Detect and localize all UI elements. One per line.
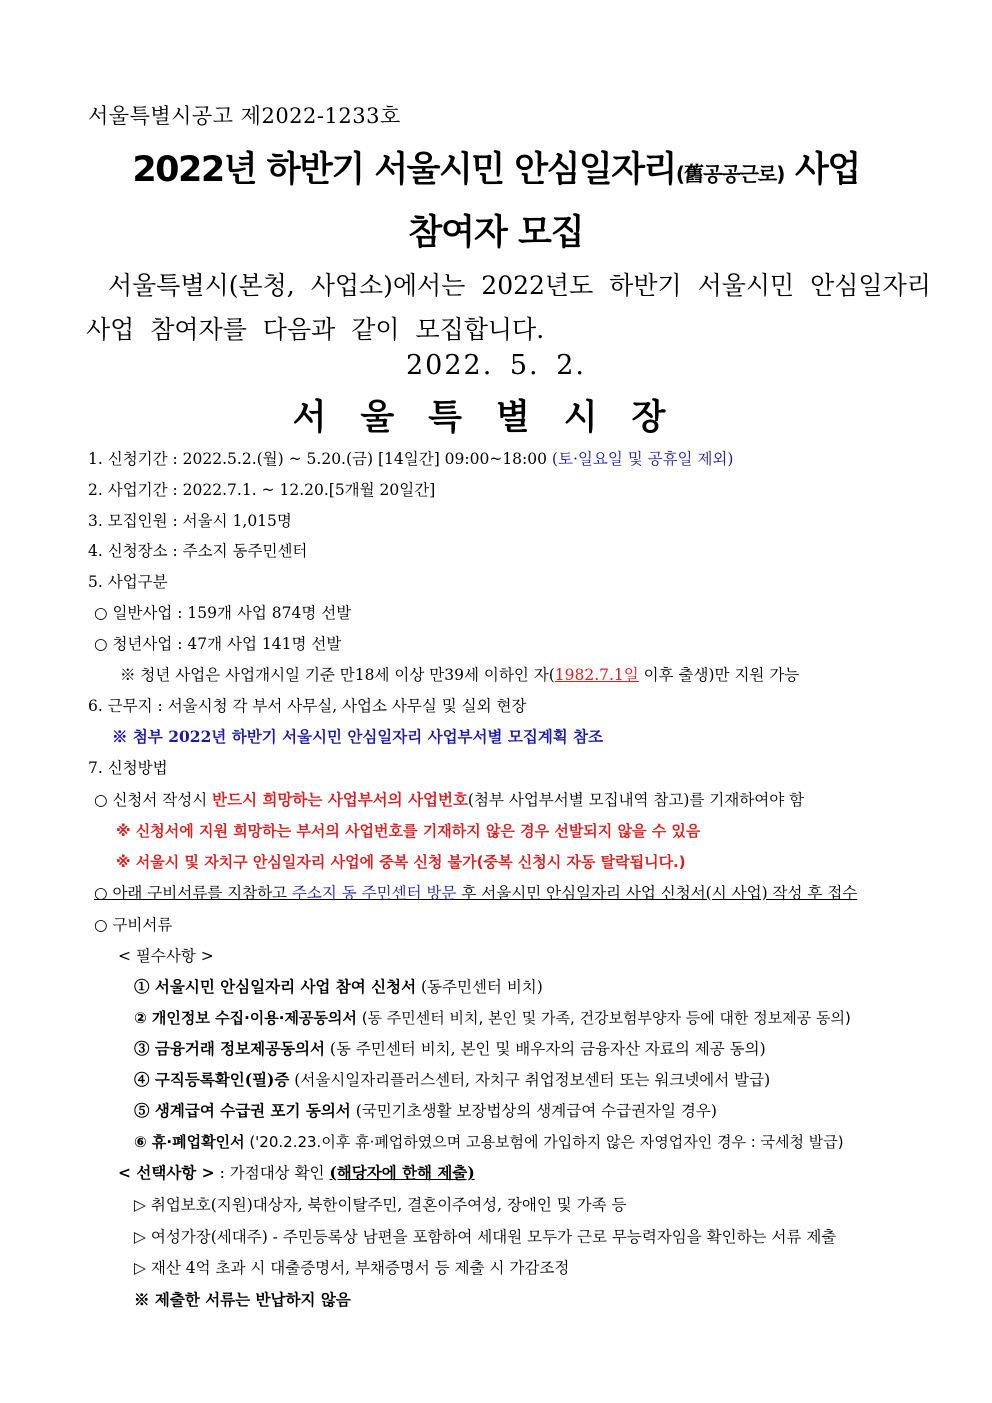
item-application-method: 7. 신청방법 <box>88 759 168 777</box>
doc-2-note: (동 주민센터 비치, 본인 및 가족, 건강보험부양자 등에 대한 정보제공 동의) <box>356 1009 851 1027</box>
issuer-name: 서울특별시장 <box>292 398 700 438</box>
intro-paragraph <box>86 264 931 352</box>
workplace-note: ※ 첨부 2022년 하반기 서울시민 안심일자리 사업부서별 모집계획 참조 <box>112 727 604 746</box>
doc-item-1 <box>134 977 543 997</box>
optional-condition: (해당자에 한해 제출) <box>329 1163 475 1182</box>
page-title-line2: 참여자 모집 <box>408 213 584 253</box>
required-documents-heading: ○ 구비서류 <box>94 916 173 934</box>
visit-text-a: ○ 아래 구비서류를 지참하고 <box>94 884 292 902</box>
title-subtitle-old-name: (舊공공근로) <box>675 162 785 186</box>
intro-line-1: 서울특별시(본청, 사업소)에서는 2022년도 하반기 서울시민 안심일자리 <box>108 271 931 300</box>
method-business-number-emphasis: 반드시 희망하는 사업부서의 사업번호 <box>212 790 468 809</box>
item-workplace: 6. 근무지 : 서울시청 각 부서 사무실, 사업소 사무실 및 실외 현장 <box>88 697 527 715</box>
doc-5-note: (국민기초생활 보장법상의 생계급여 수급권자일 경우) <box>350 1102 717 1120</box>
youth-project: ○ 청년사업 : 47개 사업 141명 선발 <box>94 635 342 653</box>
notice-date: 2022. 5. 2. <box>406 350 586 381</box>
doc-2-name: ② 개인정보 수집·이용·제공동의서 <box>134 1009 357 1027</box>
method-visit-center <box>94 883 857 903</box>
optional-item-3: ▷ 재산 4억 초과 시 대출증명서, 부채증명서 등 제출 시 가감조정 <box>134 1259 570 1277</box>
item-application-period <box>88 449 733 469</box>
title-main-b: 사업 <box>784 150 860 190</box>
general-project: ○ 일반사업 : 159개 사업 874명 선발 <box>94 604 352 622</box>
doc-1-name: ① 서울시민 안심일자리 사업 참여 신청서 <box>134 977 417 996</box>
doc-4-name: ④ 구직등록확인(필)증 <box>134 1070 290 1089</box>
doc-6-note: ('20.2.23.이후 휴·폐업하였으며 고용보험에 가입하지 않은 자영업자인 경우 : 국세청 발급) <box>244 1133 844 1151</box>
doc-6-name: ⑥ 휴·폐업확인서 <box>134 1133 245 1151</box>
youth-note-end: 이후 출생)만 지원 가능 <box>638 666 800 684</box>
youth-note-text: ※ 청년 사업은 사업개시일 기준 만18세 이상 만39세 이하인 자( <box>120 666 555 684</box>
method-text-b: (첨부 사업부서별 모집내역 참고)를 기재하여야 함 <box>467 791 805 809</box>
item-recruit-count: 3. 모집인원 : 서울시 1,015명 <box>88 512 292 530</box>
item-project-period: 2. 사업기간 : 2022.7.1. ~ 12.20.[5개월 20일간] <box>88 481 436 499</box>
application-period-text: 1. 신청기간 : 2022.5.2.(월) ~ 5.20.(금) [14일간] 09:00~18:00 <box>88 450 552 468</box>
item-project-category: 5. 사업구분 <box>88 573 168 591</box>
optional-section <box>118 1163 475 1183</box>
doc-item-4 <box>134 1070 770 1090</box>
application-period-exclusion: (토·일요일 및 공휴일 제외) <box>551 450 734 468</box>
page-title <box>0 142 992 192</box>
optional-item-1: ▷ 취업보호(지원)대상자, 북한이탈주민, 결혼이주여성, 장애인 및 가족 등 <box>134 1196 627 1214</box>
required-section-header: < 필수사항 > <box>118 947 214 965</box>
title-main-a: 2022년 하반기 서울시민 안심일자리 <box>132 150 676 190</box>
optional-section-header: < 선택사항 > <box>118 1163 215 1182</box>
youth-age-note <box>120 665 799 685</box>
optional-item-2: ▷ 여성가장(세대주) - 주민등록상 남편을 포함하여 세대원 모두가 근로 무능력자임을 확인하는 서류 제출 <box>134 1228 837 1246</box>
intro-line-2: 사업 참여자를 다음과 같이 모집합니다. <box>86 315 545 344</box>
doc-5-name: ⑤ 생계급여 수급권 포기 동의서 <box>134 1101 351 1120</box>
warning-duplicate-application: ※ 서울시 및 자치구 안심일자리 사업에 중복 신청 불가(중복 신청시 자동 탈락됩니다.) <box>116 853 686 871</box>
notice-number: 서울특별시공고 제2022-1233호 <box>88 104 401 128</box>
doc-item-2 <box>134 1008 851 1028</box>
doc-3-name: ③ 금융거래 정보제공동의서 <box>134 1039 325 1058</box>
visit-text-b: 후 서울시민 안심일자리 사업 신청서(시 사업) 작성 후 접수 <box>456 884 858 902</box>
final-note: ※ 제출한 서류는 반납하지 않음 <box>134 1290 351 1309</box>
doc-item-6 <box>134 1132 844 1152</box>
method-business-number <box>94 790 804 810</box>
doc-4-note: (서울시일자리플러스센터, 자치구 취업정보센터 또는 워크넷에서 발급) <box>289 1071 771 1089</box>
doc-item-5 <box>134 1101 717 1121</box>
doc-item-3 <box>134 1039 766 1059</box>
optional-desc: : 가점대상 확인 <box>214 1164 330 1182</box>
method-text-a: ○ 신청서 작성시 <box>94 791 213 809</box>
doc-3-note: (동 주민센터 비치, 본인 및 배우자의 금융자산 자료의 제공 동의) <box>325 1040 766 1058</box>
visit-location: 주소지 동 주민센터 방문 <box>291 884 457 902</box>
youth-birthdate: 1982.7.1일 <box>554 666 639 684</box>
doc-1-note: (동주민센터 비치) <box>416 978 543 996</box>
item-application-place: 4. 신청장소 : 주소지 동주민센터 <box>88 542 308 560</box>
warning-business-number: ※ 신청서에 지원 희망하는 부서의 사업번호를 기재하지 않은 경우 선발되지 않을 수 있음 <box>116 822 701 840</box>
